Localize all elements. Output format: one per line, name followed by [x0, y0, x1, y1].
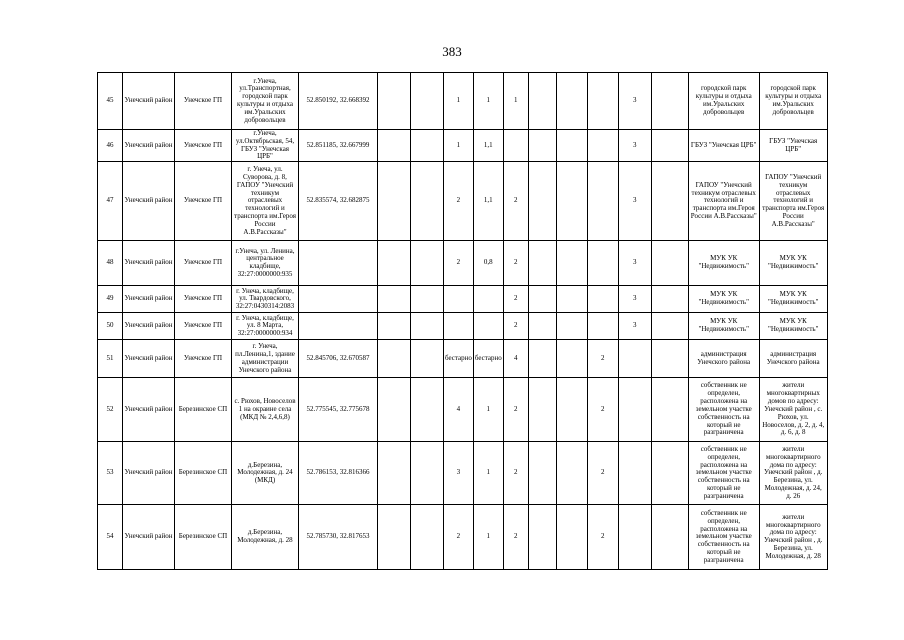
- value-cell: [556, 73, 587, 130]
- value-cell: [411, 130, 444, 162]
- settlement-cell: Унечское ГП: [175, 130, 232, 162]
- settlement-cell: Унечское ГП: [175, 73, 232, 130]
- row-number-cell: 49: [98, 286, 123, 313]
- value-cell: [587, 130, 618, 162]
- value-cell: 2: [503, 442, 528, 505]
- row-number-cell: 46: [98, 130, 123, 162]
- settlement-cell: Унечское ГП: [175, 241, 232, 286]
- owner-cell: администрация Унечского района: [688, 340, 759, 378]
- address-cell: г. Унеча, кладбище, ул. Твардовского, 32:27:0430314:2083: [232, 286, 299, 313]
- settlement-cell: Унечское ГП: [175, 313, 232, 340]
- count-cell: 2: [444, 162, 474, 241]
- volume-cell: 1: [473, 505, 503, 570]
- value-cell: [378, 378, 411, 442]
- volume-cell: бестарно: [473, 340, 503, 378]
- table-row: [98, 162, 828, 241]
- value-cell: [651, 73, 688, 130]
- value-cell: [411, 241, 444, 286]
- value-cell: [556, 162, 587, 241]
- table-row: [98, 442, 828, 505]
- waste-source-cell: городской парк культуры и отдыха им.Уральских добровольцев: [759, 73, 827, 130]
- table-row: [98, 73, 828, 130]
- volume-cell: 1: [473, 378, 503, 442]
- value-cell: 3: [618, 162, 651, 241]
- value-cell: [378, 313, 411, 340]
- address-cell: г. Унеча, кладбище, ул. 8 Марта, 32:27:0000000:934: [232, 313, 299, 340]
- table-row: [98, 241, 828, 286]
- coordinates-cell: 52.775545, 32.775678: [299, 378, 378, 442]
- owner-cell: городской парк культуры и отдыха им.Уральских добровольцев: [688, 73, 759, 130]
- value-cell: [378, 442, 411, 505]
- waste-source-cell: ГАПОУ "Унечский техникум отраслевых технологий и транспорта им.Героя России А.В.Рассказы": [759, 162, 827, 241]
- address-cell: г. Унеча, ул. Суворова, д. 8, ГАПОУ "Унечский техникум отраслевых технологий и транспорта им.Героя России А.В.Рассказы": [232, 162, 299, 241]
- value-cell: [411, 340, 444, 378]
- value-cell: 4: [503, 340, 528, 378]
- settlement-cell: Березинское СП: [175, 442, 232, 505]
- value-cell: [556, 313, 587, 340]
- coordinates-cell: 52.845706, 32.670587: [299, 340, 378, 378]
- count-cell: бестарно: [444, 340, 474, 378]
- waste-source-cell: жители многоквартирных домов по адресу: Унечский район , с. Рюхов, ул. Новоселов, д. 2, д. 4, д. 6, д. 8: [759, 378, 827, 442]
- value-cell: [651, 378, 688, 442]
- district-cell: Унечский район: [123, 313, 175, 340]
- value-cell: [528, 162, 556, 241]
- address-cell: с. Рюхов, Новоселов 1 на окраине села (МКД № 2,4,6,8): [232, 378, 299, 442]
- value-cell: [503, 130, 528, 162]
- value-cell: 3: [618, 241, 651, 286]
- volume-cell: 1: [473, 442, 503, 505]
- value-cell: [378, 162, 411, 241]
- volume-cell: 1: [473, 73, 503, 130]
- value-cell: [411, 378, 444, 442]
- waste-source-cell: МУК УК "Недвижимость": [759, 286, 827, 313]
- address-cell: г.Унеча, ул.Октябрьская, 54, ГБУЗ "Унечская ЦРБ": [232, 130, 299, 162]
- district-cell: Унечский район: [123, 130, 175, 162]
- value-cell: [528, 130, 556, 162]
- value-cell: [378, 286, 411, 313]
- value-cell: 2: [503, 378, 528, 442]
- district-cell: Унечский район: [123, 73, 175, 130]
- value-cell: [651, 442, 688, 505]
- table-row: [98, 286, 828, 313]
- coordinates-cell: 52.851185, 32.667999: [299, 130, 378, 162]
- owner-cell: МУК УК "Недвижимость": [688, 241, 759, 286]
- waste-source-cell: ГБУЗ "Унечская ЦРБ": [759, 130, 827, 162]
- value-cell: 1: [503, 73, 528, 130]
- waste-source-cell: администрация Унечского района: [759, 340, 827, 378]
- value-cell: [651, 505, 688, 570]
- table-row: [98, 378, 828, 442]
- address-cell: г.Унеча, ул.Транспортная, городской парк культуры и отдыха им.Уральских добровольцев: [232, 73, 299, 130]
- district-cell: Унечский район: [123, 286, 175, 313]
- owner-cell: МУК УК "Недвижимость": [688, 313, 759, 340]
- value-cell: [528, 378, 556, 442]
- value-cell: [528, 313, 556, 340]
- value-cell: 2: [503, 313, 528, 340]
- district-cell: Унечский район: [123, 378, 175, 442]
- volume-cell: 1,1: [473, 162, 503, 241]
- value-cell: 3: [618, 73, 651, 130]
- row-number-cell: 50: [98, 313, 123, 340]
- coordinates-cell: 52.785730, 32.817653: [299, 505, 378, 570]
- value-cell: [378, 130, 411, 162]
- page-number: 383: [442, 44, 462, 59]
- value-cell: [651, 130, 688, 162]
- address-cell: д.Березина, Молодежная, д. 24 (МКД): [232, 442, 299, 505]
- value-cell: [528, 505, 556, 570]
- district-cell: Унечский район: [123, 340, 175, 378]
- value-cell: 2: [587, 442, 618, 505]
- value-cell: [556, 241, 587, 286]
- table-row: [98, 313, 828, 340]
- value-cell: 2: [587, 378, 618, 442]
- district-cell: Унечский район: [123, 162, 175, 241]
- value-cell: [651, 241, 688, 286]
- volume-cell: 1,1: [473, 130, 503, 162]
- value-cell: [651, 162, 688, 241]
- value-cell: [411, 442, 444, 505]
- owner-cell: ГАПОУ "Унечский техникум отраслевых технологий и транспорта им.Героя России А.В.Рассказы": [688, 162, 759, 241]
- district-cell: Унечский район: [123, 241, 175, 286]
- table-row: [98, 340, 828, 378]
- count-cell: 4: [444, 378, 474, 442]
- value-cell: 3: [618, 313, 651, 340]
- volume-cell: 0,8: [473, 241, 503, 286]
- count-cell: 1: [444, 130, 474, 162]
- address-cell: д.Березина, Молодежная, д. 28: [232, 505, 299, 570]
- value-cell: [528, 340, 556, 378]
- value-cell: [556, 442, 587, 505]
- value-cell: [528, 286, 556, 313]
- value-cell: [587, 241, 618, 286]
- waste-source-cell: МУК УК "Недвижимость": [759, 313, 827, 340]
- value-cell: [378, 505, 411, 570]
- table-row: [98, 505, 828, 570]
- count-cell: [444, 313, 474, 340]
- value-cell: [651, 313, 688, 340]
- coordinates-cell: [299, 286, 378, 313]
- row-number-cell: 48: [98, 241, 123, 286]
- coordinates-cell: [299, 313, 378, 340]
- value-cell: [651, 340, 688, 378]
- value-cell: [587, 73, 618, 130]
- value-cell: [651, 286, 688, 313]
- table-row: [98, 130, 828, 162]
- settlement-cell: Березинское СП: [175, 505, 232, 570]
- value-cell: 2: [587, 505, 618, 570]
- value-cell: 3: [618, 286, 651, 313]
- count-cell: [444, 286, 474, 313]
- owner-cell: собственник не определен, расположена на земельном участке собственность на который не разграничена: [688, 505, 759, 570]
- owner-cell: собственник не определен, расположена на земельном участке собственность на который не разграничена: [688, 442, 759, 505]
- value-cell: 2: [503, 505, 528, 570]
- volume-cell: [473, 286, 503, 313]
- value-cell: 3: [618, 130, 651, 162]
- value-cell: 2: [503, 162, 528, 241]
- row-number-cell: 47: [98, 162, 123, 241]
- waste-source-cell: жители многоквартирного дома по адресу: Унечский район , д. Березина, ул. Молодежная, д. 28: [759, 505, 827, 570]
- count-cell: 1: [444, 73, 474, 130]
- value-cell: [411, 313, 444, 340]
- value-cell: 2: [587, 340, 618, 378]
- waste-source-cell: жители многоквартирного дома по адресу: Унечский район , д. Березина, ул. Молодежная, д. 24, д. 26: [759, 442, 827, 505]
- row-number-cell: 54: [98, 505, 123, 570]
- address-cell: г.Унеча, ул. Ленина, центральное кладбище, 32:27:0000000:935: [232, 241, 299, 286]
- registry-table-body: [98, 73, 828, 570]
- count-cell: 2: [444, 241, 474, 286]
- row-number-cell: 52: [98, 378, 123, 442]
- coordinates-cell: 52.850192, 32.668392: [299, 73, 378, 130]
- value-cell: [411, 162, 444, 241]
- value-cell: [556, 378, 587, 442]
- value-cell: [618, 505, 651, 570]
- value-cell: [556, 130, 587, 162]
- coordinates-cell: [299, 241, 378, 286]
- value-cell: [587, 313, 618, 340]
- value-cell: [528, 241, 556, 286]
- volume-cell: [473, 313, 503, 340]
- settlement-cell: Унечское ГП: [175, 162, 232, 241]
- value-cell: [556, 340, 587, 378]
- row-number-cell: 53: [98, 442, 123, 505]
- value-cell: [587, 162, 618, 241]
- value-cell: [378, 73, 411, 130]
- value-cell: [587, 286, 618, 313]
- count-cell: 2: [444, 505, 474, 570]
- owner-cell: ГБУЗ "Унечская ЦРБ": [688, 130, 759, 162]
- value-cell: [556, 505, 587, 570]
- district-cell: Унечский район: [123, 442, 175, 505]
- settlement-cell: Березинское СП: [175, 378, 232, 442]
- row-number-cell: 51: [98, 340, 123, 378]
- coordinates-cell: 52.786153, 32.816366: [299, 442, 378, 505]
- value-cell: [618, 442, 651, 505]
- value-cell: [378, 241, 411, 286]
- address-cell: г. Унеча, пл.Ленина,1, здание администрации Унечского района: [232, 340, 299, 378]
- value-cell: [618, 340, 651, 378]
- waste-source-cell: МУК УК "Недвижимость": [759, 241, 827, 286]
- registry-table: [97, 72, 828, 570]
- value-cell: 2: [503, 286, 528, 313]
- owner-cell: собственник не определен, расположена на земельном участке собственность на который не разграничена: [688, 378, 759, 442]
- value-cell: [411, 73, 444, 130]
- value-cell: [411, 505, 444, 570]
- owner-cell: МУК УК "Недвижимость": [688, 286, 759, 313]
- district-cell: Унечский район: [123, 505, 175, 570]
- coordinates-cell: 52.835574, 32.682875: [299, 162, 378, 241]
- value-cell: 2: [503, 241, 528, 286]
- value-cell: [556, 286, 587, 313]
- settlement-cell: Унечское ГП: [175, 286, 232, 313]
- count-cell: 3: [444, 442, 474, 505]
- value-cell: [411, 286, 444, 313]
- value-cell: [618, 378, 651, 442]
- settlement-cell: Унечское ГП: [175, 340, 232, 378]
- value-cell: [378, 340, 411, 378]
- value-cell: [528, 73, 556, 130]
- value-cell: [528, 442, 556, 505]
- row-number-cell: 45: [98, 73, 123, 130]
